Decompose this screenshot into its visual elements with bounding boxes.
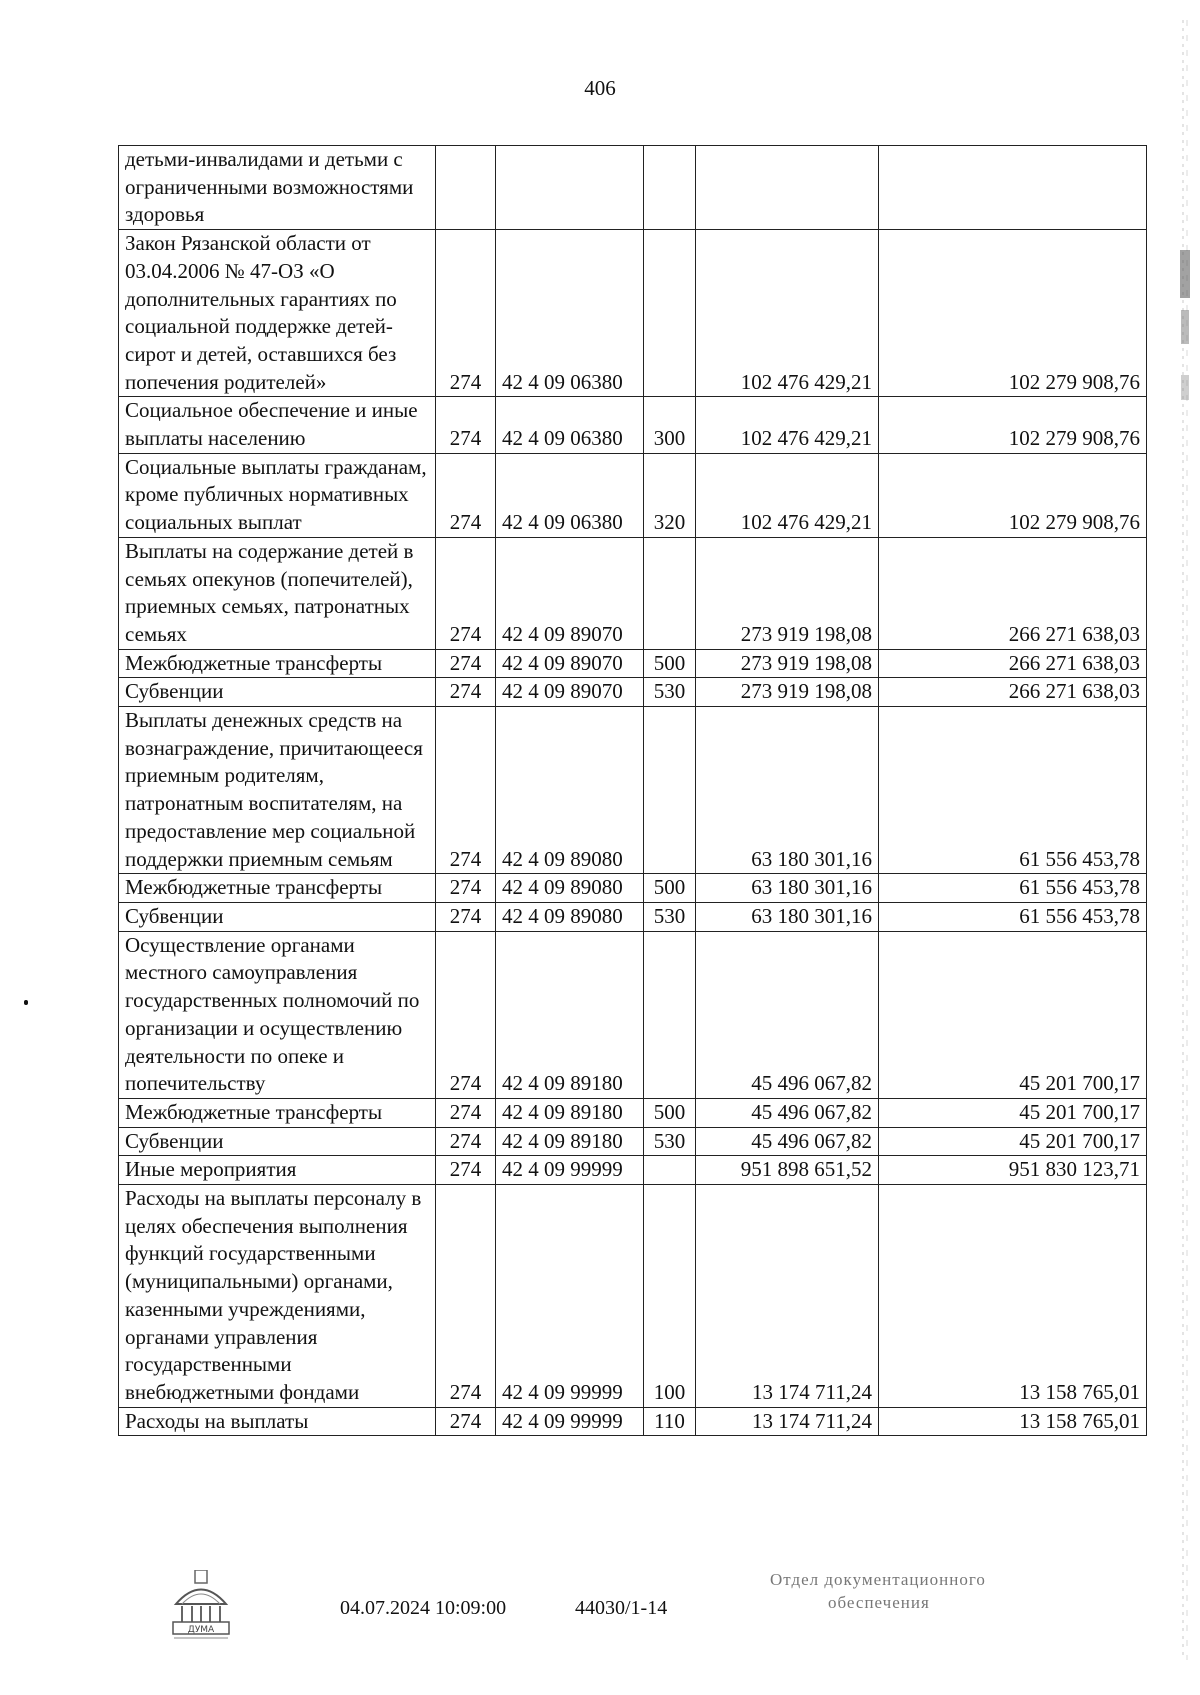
row-name-cell: Выплаты денежных средств на вознаграждение, причитающееся приемным родителям, патронатным воспитателям, на предоставление мер социальной поддержки приемным семьям [119,707,436,874]
row-amount-executed-cell: 102 279 908,76 [879,453,1147,537]
table-row [119,146,1147,230]
row-name-cell: детьми-инвалидами и детьми с ограниченными возможностями здоровья [119,146,436,230]
row-amount-executed-cell: 45 201 700,17 [879,931,1147,1098]
row-amount-plan-cell [696,146,879,230]
table-row [119,1156,1147,1185]
row-target-article-cell: 42 4 09 99999 [496,1185,644,1408]
row-target-article-cell: 42 4 09 89080 [496,874,644,903]
row-target-article-cell: 42 4 09 89080 [496,902,644,931]
row-grbs-cell: 274 [436,874,496,903]
row-name-cell: Социальные выплаты гражданам, кроме публичных нормативных социальных выплат [119,453,436,537]
row-expense-type-cell: 320 [644,453,696,537]
row-name-cell: Межбюджетные трансферты [119,1098,436,1127]
row-amount-plan-cell: 951 898 651,52 [696,1156,879,1185]
row-amount-plan-cell: 273 919 198,08 [696,649,879,678]
row-amount-executed-cell: 102 279 908,76 [879,397,1147,453]
budget-table-body [119,146,1147,1436]
table-row [119,397,1147,453]
row-amount-plan-cell: 63 180 301,16 [696,874,879,903]
row-grbs-cell: 274 [436,397,496,453]
budget-table-wrapper [118,145,1146,1436]
row-target-article-cell [496,146,644,230]
row-amount-executed-cell: 951 830 123,71 [879,1156,1147,1185]
table-row [119,874,1147,903]
row-amount-plan-cell: 102 476 429,21 [696,230,879,397]
duma-logo-icon [168,1570,234,1640]
row-name-cell: Субвенции [119,902,436,931]
table-row [119,1098,1147,1127]
row-expense-type-cell: 110 [644,1407,696,1436]
row-grbs-cell: 274 [436,649,496,678]
page-number: 406 [584,76,616,100]
row-name-cell: Субвенции [119,1127,436,1156]
row-grbs-cell: 274 [436,678,496,707]
row-expense-type-cell [644,537,696,649]
row-grbs-cell: 274 [436,902,496,931]
row-grbs-cell: 274 [436,1156,496,1185]
svg-text:ДУМА: ДУМА [187,1625,215,1635]
table-row [119,1185,1147,1408]
row-amount-plan-cell: 45 496 067,82 [696,1098,879,1127]
row-target-article-cell: 42 4 09 06380 [496,230,644,397]
row-grbs-cell: 274 [436,537,496,649]
row-amount-executed-cell: 102 279 908,76 [879,230,1147,397]
row-name-cell: Субвенции [119,678,436,707]
row-expense-type-cell: 300 [644,397,696,453]
row-amount-plan-cell: 63 180 301,16 [696,707,879,874]
row-grbs-cell: 274 [436,1127,496,1156]
row-amount-executed-cell: 45 201 700,17 [879,1127,1147,1156]
row-grbs-cell: 274 [436,453,496,537]
row-target-article-cell: 42 4 09 89070 [496,649,644,678]
row-target-article-cell: 42 4 09 89180 [496,1127,644,1156]
table-row [119,678,1147,707]
footer-datetime: 04.07.2024 10:09:00 [340,1597,507,1619]
table-row [119,230,1147,397]
table-row [119,649,1147,678]
row-grbs-cell: 274 [436,230,496,397]
scan-edge-artifact [1178,20,1192,1660]
row-name-cell: Выплаты на содержание детей в семьях опекунов (попечителей), приемных семьях, патронатных семьях [119,537,436,649]
scan-speck [24,1000,28,1005]
row-amount-executed-cell: 266 271 638,03 [879,537,1147,649]
row-amount-plan-cell: 13 174 711,24 [696,1185,879,1408]
row-amount-executed-cell: 61 556 453,78 [879,902,1147,931]
row-amount-executed-cell: 61 556 453,78 [879,707,1147,874]
row-grbs-cell [436,146,496,230]
table-row [119,707,1147,874]
row-grbs-cell: 274 [436,1185,496,1408]
table-row [119,537,1147,649]
row-target-article-cell: 42 4 09 89070 [496,537,644,649]
row-amount-plan-cell: 13 174 711,24 [696,1407,879,1436]
row-target-article-cell: 42 4 09 06380 [496,453,644,537]
row-amount-executed-cell: 13 158 765,01 [879,1407,1147,1436]
row-amount-plan-cell: 63 180 301,16 [696,902,879,931]
row-expense-type-cell [644,707,696,874]
row-amount-executed-cell: 13 158 765,01 [879,1185,1147,1408]
row-amount-plan-cell: 102 476 429,21 [696,453,879,537]
row-expense-type-cell: 500 [644,1098,696,1127]
budget-table [118,145,1147,1436]
table-row [119,931,1147,1098]
row-target-article-cell: 42 4 09 99999 [496,1156,644,1185]
row-target-article-cell: 42 4 09 89180 [496,1098,644,1127]
row-name-cell: Межбюджетные трансферты [119,874,436,903]
table-row [119,902,1147,931]
row-target-article-cell: 42 4 09 89080 [496,707,644,874]
row-expense-type-cell: 100 [644,1185,696,1408]
row-name-cell: Расходы на выплаты персоналу в целях обеспечения выполнения функций государственными (муниципальными) органами, казенными учреждениями, органами управления государственными внебюджетными фондами [119,1185,436,1408]
stamp-department-line1: Отдел документационного [770,1570,986,1589]
row-expense-type-cell [644,146,696,230]
row-amount-plan-cell: 45 496 067,82 [696,1127,879,1156]
row-amount-executed-cell: 61 556 453,78 [879,874,1147,903]
row-expense-type-cell: 500 [644,874,696,903]
row-expense-type-cell [644,230,696,397]
stamp-department-line2: обеспечения [828,1593,930,1612]
row-amount-executed-cell: 45 201 700,17 [879,1098,1147,1127]
row-expense-type-cell: 500 [644,649,696,678]
row-target-article-cell: 42 4 09 99999 [496,1407,644,1436]
row-name-cell: Осуществление органами местного самоуправления государственных полномочий по организации и осуществлению деятельности по опеке и попечительству [119,931,436,1098]
row-target-article-cell: 42 4 09 89070 [496,678,644,707]
row-amount-executed-cell: 266 271 638,03 [879,649,1147,678]
row-grbs-cell: 274 [436,1407,496,1436]
row-name-cell: Закон Рязанской области от 03.04.2006 № 47-ОЗ «О дополнительных гарантиях по социальной поддержке детей-сирот и детей, оставшихся без попечения родителей» [119,230,436,397]
footer-registration-number: 44030/1-14 [575,1597,668,1619]
row-grbs-cell: 274 [436,707,496,874]
row-expense-type-cell [644,931,696,1098]
row-target-article-cell: 42 4 09 06380 [496,397,644,453]
row-expense-type-cell: 530 [644,902,696,931]
row-name-cell: Иные мероприятия [119,1156,436,1185]
row-amount-plan-cell: 273 919 198,08 [696,678,879,707]
table-row [119,1407,1147,1436]
row-grbs-cell: 274 [436,1098,496,1127]
row-amount-plan-cell: 102 476 429,21 [696,397,879,453]
row-target-article-cell: 42 4 09 89180 [496,931,644,1098]
row-name-cell: Межбюджетные трансферты [119,649,436,678]
table-row [119,1127,1147,1156]
row-name-cell: Социальное обеспечение и иные выплаты населению [119,397,436,453]
row-grbs-cell: 274 [436,931,496,1098]
row-amount-plan-cell: 273 919 198,08 [696,537,879,649]
row-expense-type-cell: 530 [644,1127,696,1156]
row-amount-plan-cell: 45 496 067,82 [696,931,879,1098]
row-expense-type-cell [644,1156,696,1185]
table-row [119,453,1147,537]
row-amount-executed-cell [879,146,1147,230]
row-amount-executed-cell: 266 271 638,03 [879,678,1147,707]
row-expense-type-cell: 530 [644,678,696,707]
row-name-cell: Расходы на выплаты [119,1407,436,1436]
